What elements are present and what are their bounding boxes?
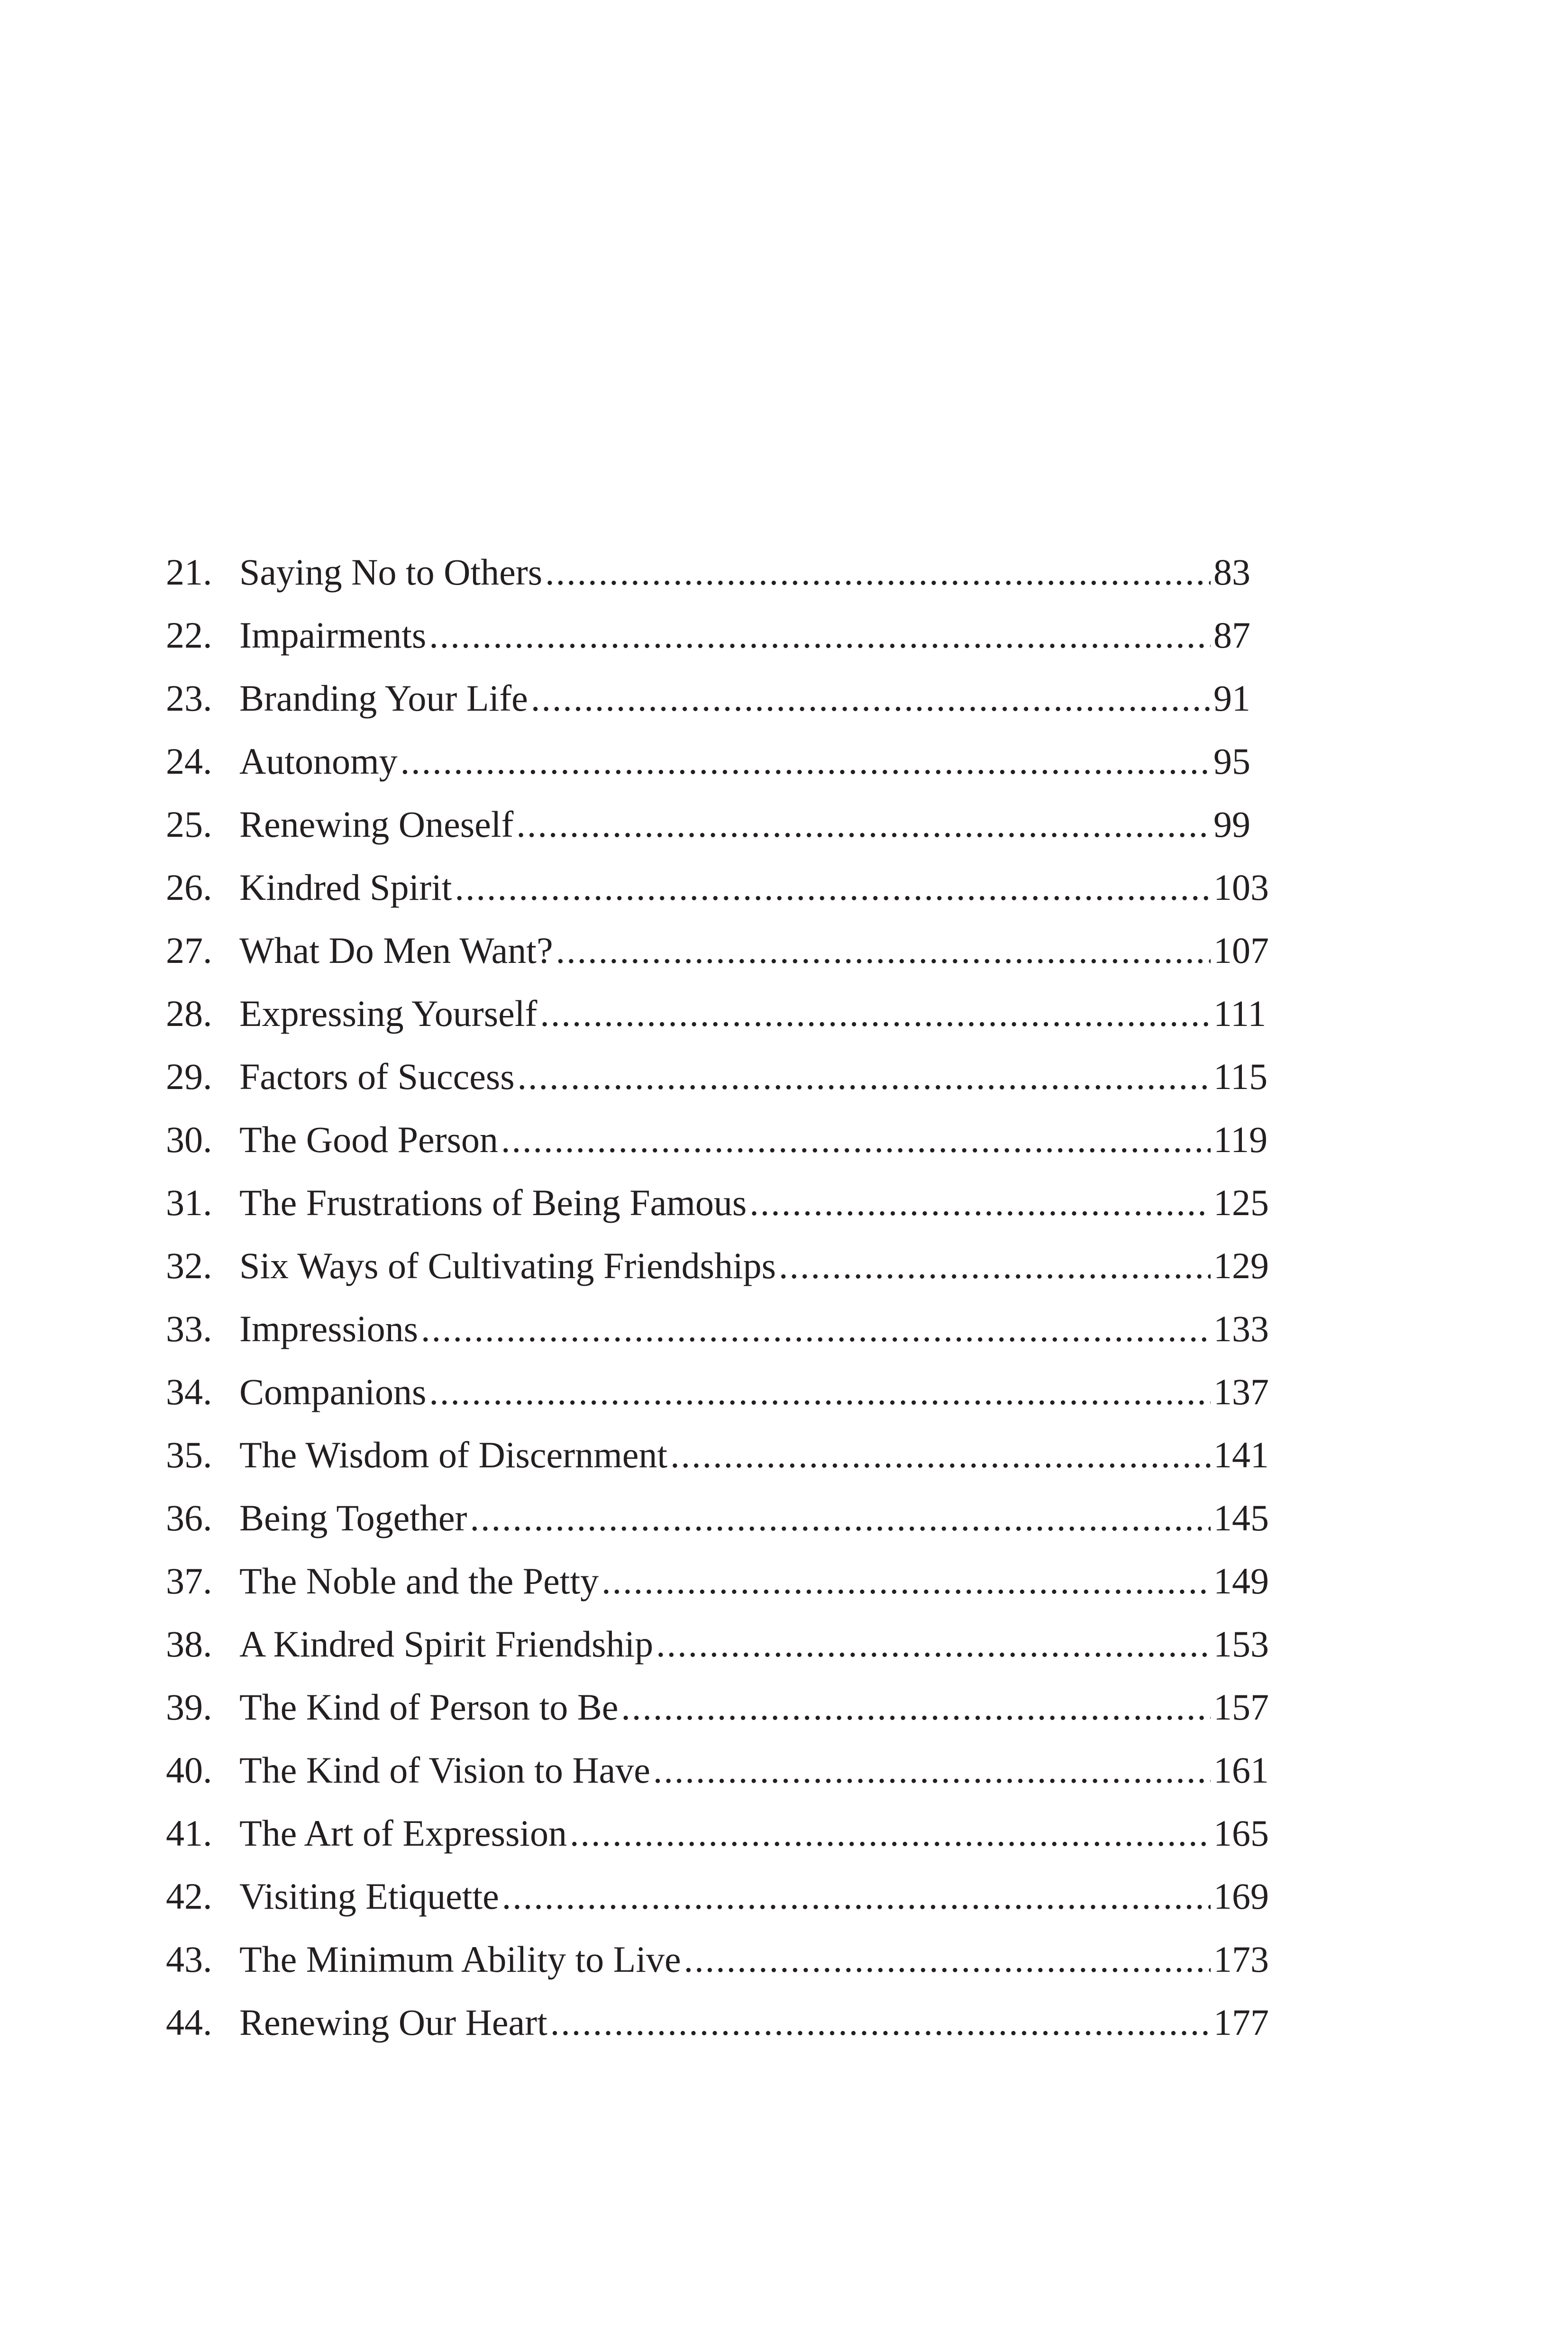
- toc-entry-title: Renewing Our Heart: [239, 2002, 547, 2043]
- toc-entry-title: The Wisdom of Discernment: [239, 1434, 668, 1475]
- toc-entry-number: 44.: [166, 2002, 212, 2043]
- toc-entry-title: Impairments: [239, 614, 427, 656]
- dot-leader: [401, 730, 1211, 793]
- toc-entry-title: The Kind of Person to Be: [239, 1686, 619, 1728]
- toc-entry-page: 157: [1213, 1686, 1269, 1728]
- dot-leader: [545, 540, 1211, 604]
- toc-entry-page: 87: [1213, 614, 1250, 656]
- toc-entry-page: 145: [1213, 1497, 1269, 1538]
- toc-entry-title: Visiting Etiquette: [239, 1876, 499, 1917]
- dot-leader: [670, 1423, 1211, 1486]
- dot-leader: [540, 982, 1211, 1045]
- toc-entry: [166, 919, 1275, 982]
- toc-entry-page: 83: [1213, 551, 1250, 593]
- toc-entry-number: 21.: [166, 551, 212, 593]
- toc-entry: [166, 1171, 1275, 1234]
- toc-entry-title: Saying No to Others: [239, 551, 543, 593]
- dot-leader: [550, 1991, 1211, 2054]
- toc-entry: [166, 793, 1275, 856]
- toc-entry-title: The Kind of Vision to Have: [239, 1749, 650, 1791]
- toc-entry-page: 103: [1213, 867, 1269, 908]
- toc-entry-title: The Minimum Ability to Live: [239, 1939, 681, 1980]
- toc-entry: [166, 1360, 1275, 1423]
- dot-leader: [421, 1297, 1211, 1360]
- toc-entry: [166, 1549, 1275, 1612]
- toc-entry-title: Renewing Oneself: [239, 804, 514, 845]
- dot-leader: [556, 919, 1211, 982]
- toc-entry-number: 33.: [166, 1308, 212, 1349]
- dot-leader: [570, 1802, 1211, 1865]
- toc-entry-page: 125: [1213, 1182, 1269, 1223]
- toc-entry-number: 40.: [166, 1749, 212, 1791]
- toc-entry: [166, 856, 1275, 919]
- dot-leader: [602, 1549, 1211, 1612]
- toc-entry: [166, 1739, 1275, 1802]
- toc-entry-number: 43.: [166, 1939, 212, 1980]
- toc-entry-page: 161: [1213, 1749, 1269, 1791]
- toc-entry: [166, 1486, 1275, 1549]
- toc-entry-page: 137: [1213, 1371, 1269, 1412]
- toc-entry-title: Expressing Yourself: [239, 993, 538, 1034]
- toc-entry-number: 30.: [166, 1119, 212, 1160]
- toc-entry-page: 149: [1213, 1560, 1269, 1602]
- toc-entry: [166, 1108, 1275, 1171]
- toc-entry: [166, 1865, 1275, 1928]
- toc-entry: [166, 982, 1275, 1045]
- toc-entry-number: 31.: [166, 1182, 212, 1223]
- toc-entry-title: A Kindred Spirit Friendship: [239, 1623, 654, 1665]
- toc-entry-page: 95: [1213, 741, 1250, 782]
- toc-entry-number: 37.: [166, 1560, 212, 1602]
- toc-entry-page: 133: [1213, 1308, 1269, 1349]
- toc-entry-page: 99: [1213, 804, 1250, 845]
- toc-entry-title: The Art of Expression: [239, 1812, 567, 1854]
- toc-entry-page: 165: [1213, 1812, 1269, 1854]
- toc-entry-number: 26.: [166, 867, 212, 908]
- toc-entry: [166, 1234, 1275, 1297]
- toc-entry-number: 23.: [166, 677, 212, 719]
- dot-leader: [531, 667, 1211, 730]
- table-of-contents: [166, 540, 1275, 2054]
- toc-entry: [166, 1297, 1275, 1360]
- toc-entry-page: 107: [1213, 930, 1269, 971]
- toc-entry-page: 169: [1213, 1876, 1269, 1917]
- toc-entry: [166, 1045, 1275, 1108]
- toc-entry-page: 153: [1213, 1623, 1269, 1665]
- toc-entry-page: 177: [1213, 2002, 1269, 2043]
- toc-entry-number: 39.: [166, 1686, 212, 1728]
- toc-entry: [166, 667, 1275, 730]
- dot-leader: [656, 1612, 1211, 1675]
- toc-entry-title: What Do Men Want?: [239, 930, 553, 971]
- toc-entry-number: 35.: [166, 1434, 212, 1475]
- toc-entry-title: Six Ways of Cultivating Friendships: [239, 1245, 776, 1286]
- dot-leader: [455, 856, 1211, 919]
- toc-entry-page: 173: [1213, 1939, 1269, 1980]
- dot-leader: [518, 1045, 1211, 1108]
- toc-entry: [166, 1612, 1275, 1675]
- toc-entry-page: 141: [1213, 1434, 1269, 1475]
- toc-entry-number: 36.: [166, 1497, 212, 1538]
- toc-entry-title: Branding Your Life: [239, 677, 528, 719]
- toc-entry-number: 34.: [166, 1371, 212, 1412]
- toc-entry-number: 24.: [166, 741, 212, 782]
- toc-entry-page: 119: [1213, 1119, 1268, 1160]
- toc-entry-page: 115: [1213, 1056, 1268, 1097]
- toc-entry-title: Being Together: [239, 1497, 467, 1538]
- dot-leader: [516, 793, 1211, 856]
- toc-entry-number: 25.: [166, 804, 212, 845]
- toc-entry-title: The Good Person: [239, 1119, 498, 1160]
- toc-entry: [166, 1991, 1275, 2054]
- toc-entry-number: 41.: [166, 1812, 212, 1854]
- toc-entry-page: 129: [1213, 1245, 1269, 1286]
- dot-leader: [621, 1675, 1211, 1739]
- toc-entry: [166, 1802, 1275, 1865]
- toc-entry-title: Impressions: [239, 1308, 418, 1349]
- toc-entry-title: Kindred Spirit: [239, 867, 452, 908]
- toc-entry-number: 28.: [166, 993, 212, 1034]
- toc-entry: [166, 604, 1275, 667]
- toc-entry-page: 91: [1213, 677, 1250, 719]
- dot-leader: [684, 1928, 1211, 1991]
- toc-entry-title: The Frustrations of Being Famous: [239, 1182, 747, 1223]
- dot-leader: [429, 604, 1211, 667]
- toc-entry-number: 29.: [166, 1056, 212, 1097]
- dot-leader: [749, 1171, 1211, 1234]
- toc-entry-title: Factors of Success: [239, 1056, 515, 1097]
- toc-entry-title: The Noble and the Petty: [239, 1560, 599, 1602]
- dot-leader: [502, 1865, 1211, 1928]
- toc-entry-number: 32.: [166, 1245, 212, 1286]
- toc-entry: [166, 1928, 1275, 1991]
- dot-leader: [779, 1234, 1211, 1297]
- toc-entry-page: 111: [1213, 993, 1267, 1034]
- toc-entry-title: Autonomy: [239, 741, 398, 782]
- toc-entry-number: 27.: [166, 930, 212, 971]
- toc-entry-number: 38.: [166, 1623, 212, 1665]
- dot-leader: [470, 1486, 1211, 1549]
- dot-leader: [501, 1108, 1211, 1171]
- toc-entry-number: 42.: [166, 1876, 212, 1917]
- toc-entry: [166, 1423, 1275, 1486]
- dot-leader: [429, 1360, 1211, 1423]
- toc-entry: [166, 730, 1275, 793]
- toc-entry: [166, 1675, 1275, 1739]
- toc-entry-number: 22.: [166, 614, 212, 656]
- toc-entry: [166, 540, 1275, 604]
- dot-leader: [653, 1739, 1211, 1802]
- toc-entry-title: Companions: [239, 1371, 427, 1412]
